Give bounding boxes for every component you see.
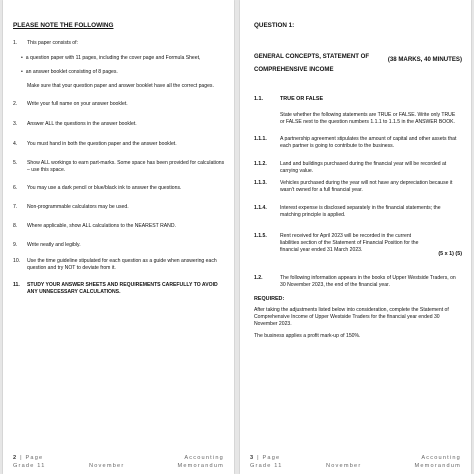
page-number: 3: [250, 455, 255, 461]
item-text: Vehicles purchased during the year will not have any depreciation because it wasn't owned for a full financial year.: [280, 180, 453, 193]
footer-subject: Accounting: [421, 455, 461, 461]
note-item: 3. Answer ALL the questions in the answer booklet.: [13, 121, 137, 127]
item-number: 1.1.4.: [254, 205, 267, 211]
page-footer: 2 | Page Accounting Grade 11 November Memorandum: [13, 455, 224, 469]
question-title: QUESTION 1:: [254, 22, 295, 29]
note-text: Make sure that your question paper and answer booklet have all the correct pages.: [27, 83, 214, 89]
page-number: 2: [13, 455, 18, 461]
required-label: REQUIRED:: [254, 296, 285, 302]
page-left: [3, 0, 234, 474]
page-right: [240, 0, 471, 474]
item-number: 1.1.5.: [254, 233, 267, 239]
bullet-item: • a question paper with 11 pages, including the cover page and Formula Sheet,: [21, 55, 200, 62]
instructions-text: State whether the following statements are TRUE or FALSE. Write only TRUE or FALSE next to the question numbers 1.1.1 to 1.1.5 in the ANSWER BOOK.: [280, 112, 456, 125]
markup-text: The business applies a profit mark-up of 150%.: [254, 333, 361, 339]
footer-grade: Grade 11: [13, 463, 46, 469]
footer-month: November: [89, 463, 125, 469]
question-subtitle: GENERAL CONCEPTS, STATEMENT OF COMPREHENSIVE INCOME: [254, 53, 370, 73]
note-item: 10. Use the time guideline stipulated for each question as a guide when answering each question and try NOT to deviate from it.: [13, 258, 217, 271]
required-text: After taking the adjustments listed below into consideration, complete the Statement of Comprehensive Income of Upper Westside Traders for the financial year ended 30 November 2023.: [254, 307, 449, 327]
note-item: 7. Non-programmable calculators may be used.: [13, 204, 129, 210]
note-item: 11. STUDY YOUR ANSWER SHEETS AND REQUIREMENTS CAREFULLY TO AVOID ANY UNNECESSARY CALCULATIONS.: [13, 282, 218, 295]
item-text: The following information appears in the books of Upper Westside Traders, on 30 November 2023, the end of the financial year.: [280, 275, 456, 288]
item-number: 1.2.: [254, 275, 263, 281]
item-number: 1.1.3.: [254, 180, 267, 186]
note-item: 4. You must hand in both the question paper and the answer booklet.: [13, 141, 177, 147]
footer-kind: Memorandum: [177, 463, 224, 469]
marks-badge: (5 x 1) (5): [438, 251, 462, 257]
footer-month: November: [326, 463, 362, 469]
item-text: Rent received for April 2023 will be recorded in the current liabilities section of the Statement of Financial Position for the financial year ended 31 March 2023.: [280, 233, 419, 253]
footer-kind: Memorandum: [414, 463, 461, 469]
bullet-item: • an answer booklet consisting of 8 pages.: [21, 69, 118, 76]
item-text: A partnership agreement stipulates the amount of capital and other assets that each partner is going to contribute to the business.: [280, 136, 457, 149]
question-marks: (38 MARKS, 40 MINUTES): [387, 56, 462, 63]
item-number: 1.1.1.: [254, 136, 267, 142]
note-item: 1. This paper consists of:: [13, 40, 78, 46]
section-title: TRUE OR FALSE: [280, 96, 324, 102]
item-number: 1.1.2.: [254, 161, 267, 167]
footer-grade: Grade 11: [250, 463, 283, 469]
note-item: 2. Write your full name on your answer booklet.: [13, 101, 128, 107]
page-footer: 3 | Page Accounting Grade 11 November Memorandum: [250, 455, 461, 469]
footer-subject: Accounting: [184, 455, 224, 461]
item-text: Land and buildings purchased during the financial year will be recorded at carrying value.: [280, 161, 447, 174]
item-text: Interest expense is disclosed separately in the financial statements; the matching principle is applied.: [280, 205, 441, 218]
note-item: 9. Write neatly and legibly.: [13, 242, 81, 248]
note-item: 8. Where applicable, show ALL calculations to the NEAREST RAND.: [13, 223, 176, 229]
note-item: 5. Show ALL workings to earn part-marks. Some space has been provided for calculations – use this space.: [13, 160, 225, 173]
note-item: 6. You may use a dark pencil or blue/black ink to answer the questions.: [13, 185, 182, 191]
notes-heading: PLEASE NOTE THE FOLLOWING: [13, 22, 114, 29]
section-number: 1.1.: [254, 96, 263, 102]
